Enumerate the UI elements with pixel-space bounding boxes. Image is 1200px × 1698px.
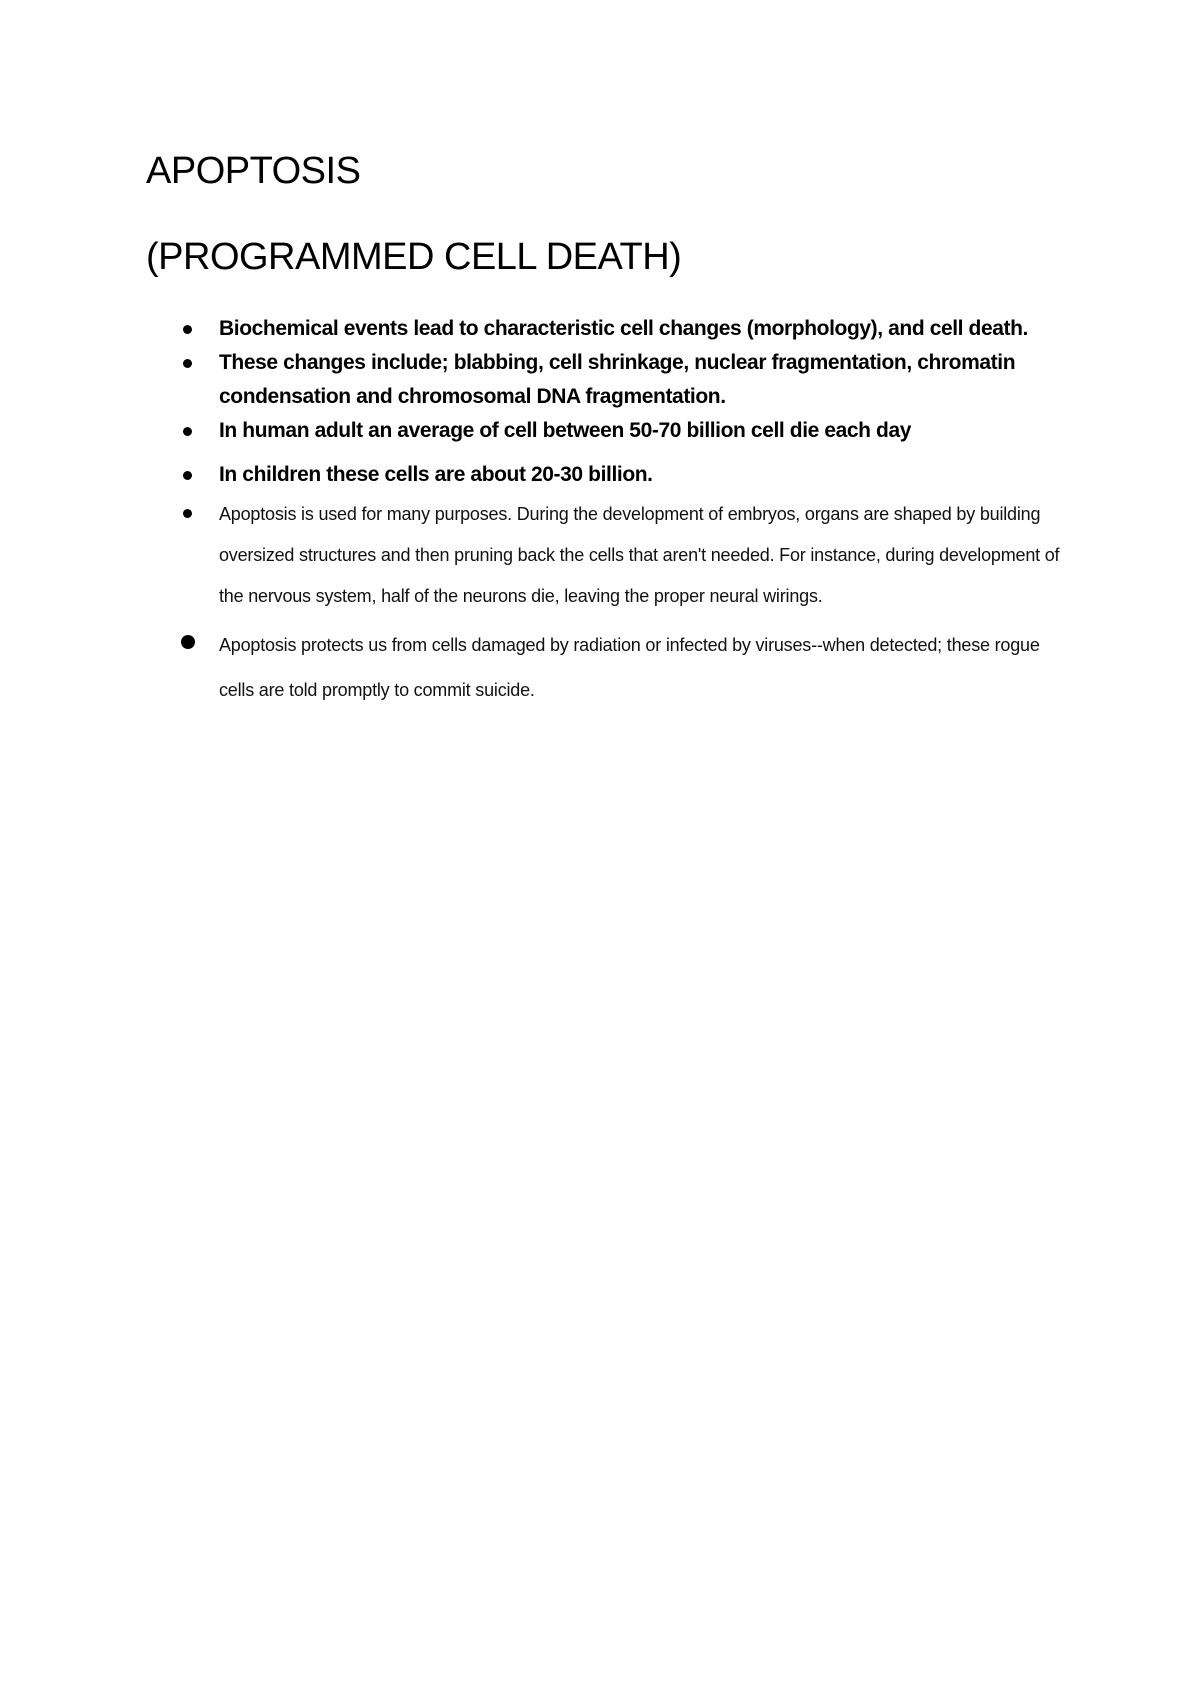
bullet-dot-icon [183, 427, 192, 436]
bullet-text: In children these cells are about 20-30 billion. [219, 463, 653, 486]
bullet-list [146, 312, 1066, 713]
document-title: APOPTOSIS [146, 150, 361, 192]
document-subtitle: (PROGRAMMED CELL DEATH) [146, 236, 682, 278]
bullet-text: Apoptosis protects us from cells damaged by radiation or infected by viruses--when detected; these rogue cells are told promptly to commit suicide. [219, 635, 1040, 700]
list-item [146, 346, 1066, 414]
bullet-dot-icon [181, 635, 195, 649]
bullet-dot-icon [183, 325, 192, 334]
list-item [146, 414, 1066, 448]
bullet-dot-icon [183, 359, 192, 368]
bullet-text: Biochemical events lead to characteristic cell changes (morphology), and cell death. [219, 317, 1028, 340]
list-item [146, 494, 1066, 617]
list-item [146, 312, 1066, 346]
bullet-text: Apoptosis is used for many purposes. During the development of embryos, organs are shaped by building oversized structures and then pruning back the cells that aren't needed. For instance, during development of the nervous system, half of the neurons die, leaving the proper neural wirings. [219, 504, 1060, 606]
list-item [146, 623, 1066, 713]
bullet-text: These changes include; blabbing, cell shrinkage, nuclear fragmentation, chromatin condensation and chromosomal DNA fragmentation. [219, 351, 1016, 408]
list-item [146, 458, 1066, 492]
bullet-dot-icon [183, 471, 192, 480]
bullet-dot-icon [183, 509, 192, 518]
bullet-text: In human adult an average of cell between 50-70 billion cell die each day [219, 419, 912, 442]
